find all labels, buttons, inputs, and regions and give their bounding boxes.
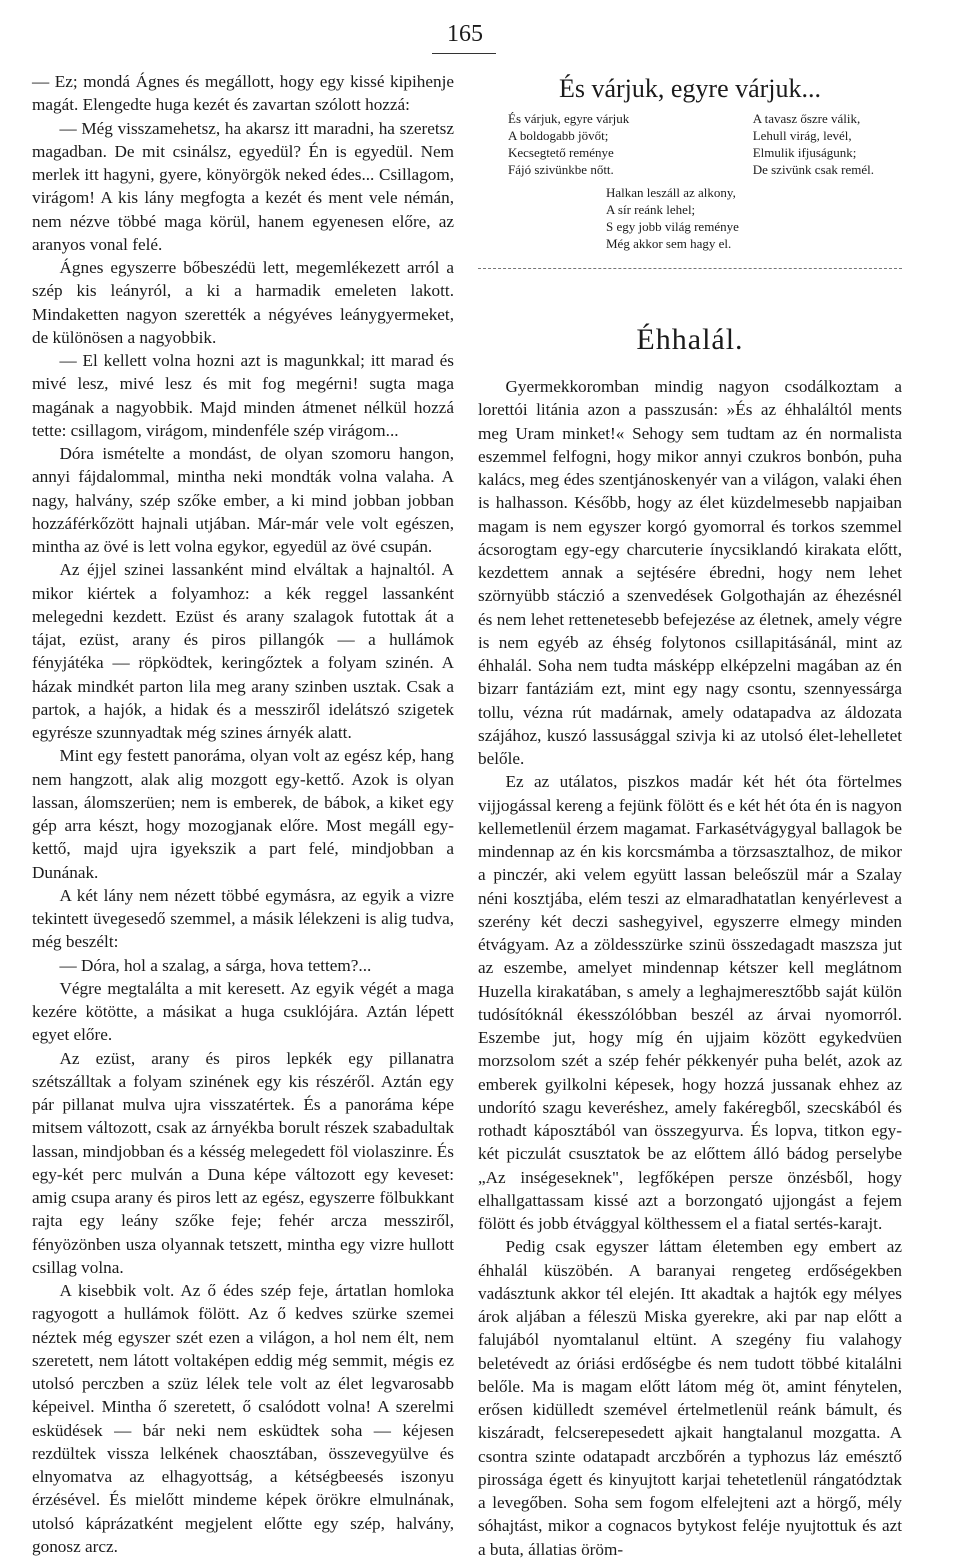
paragraph: Pedig csak egyszer láttam életemben egy embert az éhhalál küszöbén. A baranyai rengeteg erdőségekben vadásztunk akkor tél elején. Itt akadtak a hajtók egy mélyes árok aljában a féleszü Miska gyerekre, aki par nap előtt a falujából nyomtalanul eltünt. A szegény fiu valahogy beletévedt az óriási erdőségbe és nem tudott többé kitalálni belőle. Ma is magam előtt látom még öt, amint fénytelen, erősen kidülledt szemével értelmetlenül reánk bámult, és kiszáradt, felcserepesedett ajkait hangtalanul mozgatta. A csontra szinte odatapadt arczbőrén a typhozus láz emésztő pirossága égett és kinyujtott karjai tehetetlenül rángatództak a levegőben. Soha sem fogom elfelejteni azt a hörgő, mély sóhajtást, mikor a cognacos bytykost feléje nyujtottuk és azt a buta, állatias öröm- (478, 1237, 902, 1559)
divider (478, 268, 902, 269)
paragraph: Ágnes egyszerre bőbeszédü lett, megemlékezett arról a szép kis leányról, a ki a harmadik emeleten lakott. Mindaketten nagyon szerették a négyéves leánygyermeket, de különösen a nagyobbik. (32, 258, 454, 347)
paragraph: Gyermekkoromban mindig nagyon csodálkoztam a lorettói litánia azon a passzusán: »És az éhhaláltól ments meg Uram minket!« Sehogy sem tudtam az én normalista eszemmel felfogni, hogy mikor annyi czukros bonbón, puha kalács, meg édes szentjánoskenyér van a világon, valaki éhen is halhasson. Később, hogy az élet küzdelmesebb napjaiban magam is nem egyszer korgó gyomorral és torkos szemmel ácsorogtam egy-egy charcuterie ínycsiklandó kirakata előtt, kezdettem annak a sejtésére ébredni, hogy nem lehet szörnyübb stáczió a szenvedések Golgothaján az éhezésnél és nem lehet rettenetesebb befejezése az életnek, amely végre is nem egyéb az éhség folytonos csillapitásánál, mint az éhhalál. Soha nem tudta másképp elképzelni magában az én bizarr fantáziám ezt, mint egy nagy csontu, szennyessárga tollu, vézna rút madárnak, amely odatapadva az áldozata szájához, kuszó lassusággal szivja ki az utolsó élet-lehelletet belőle. (478, 377, 902, 768)
left-column (32, 70, 454, 1558)
paragraph: — El kellett volna hozni azt is magunkkal; itt marad és mivé lesz, mivé lesz és mit fog megérni! sugta maga magának a nagyobbik. Majd minden átmenet nélkül hozzá tette: csillagom, virágom, mindenféle szép virágom... (32, 351, 454, 440)
paragraph: Ez az utálatos, piszkos madár két hét óta förtelmes vijjogással kereng a fejünk fölött és e két hét óta én is nagyon kellemetlenül érzem magamat. Farkasétvágygyal ballagok be mindennap az én kis korcsmámba a törzsasztalhoz, de mikor a pinczér, aki velem együtt lassan beleőszül már a Szalay néni kosztjába, elém teszi az elmaradhatatlan kenyérlevest a szerény két deczi sashegyivel, egyszerre elmegy minden étvágyam. Az a zöldesszürke szinü összedagadt maszsza jut az eszembe, amelyet mindennap kétszer kell meglátnom Huzella kirakatában, s amely a leghajmeresztőbb saját külön tudósítóknál ékesszólóbban beszél az árvai nyomorról. Eszembe jut, hogy míg én ujjaim között egykedvüen morzsolom szét a szép fehér pékkenyér puha belét, azok az emberek gyilkolni képesek, hogy hozzá jussanak ehhez az undorító szagu keveréshez, amely fakéregből, szecskából és rothadt káposztából van összegyurva. És lopva, titkon egy-két piczulát csusztatok be az előttem álló bádog perselybe „Az inségeseknek", legfőképen persze önzésből, hogy elhallgattassam kissé azt a borzongató ujjongást a fejem fölött és jobb étvággyal költhessem el a fiatal sertés-karajt. (478, 772, 902, 1233)
paragraph: A kisebbik volt. Az ő édes szép feje, ártatlan homloka ragyogott a hullámok fölött. Az ő kedves szürke szemei néztek még egyszer szét ezen a világon, a hol nem élt, nem szeretett, nem látott voltaképen eddig még semmit, mégis ez utolsó perczben a szüz lélek tele volt az élet legvarosabb képeivel. Mintha ő szeretett, ő csalódott volna! A szerelmi esküdések — bár neki nem esküdtek soha — kéjesen rezdültek vissza lelkének chaosztában, összevegyülve és elnyomatva az elhagyottság, a kétségbeesés iszonyu érzésével. És mielőtt mindeme képek örökre elmulnának, utolsó káprázatként megjelent előtte egy szép, halvány, gonosz arcz. (32, 1281, 454, 1556)
paragraph: Dóra ismételte a mondást, de olyan szomoru hangon, annyi fájdalommal, mintha neki mondták volna valaha. A nagy, halvány, szép szőke ember, a ki mind jobban jobban hozzáférkőzött hajnali utjában. Már-már vele volt egészen, mintha az övé is lett volna egykor, egyedül az övé csupán. (32, 444, 454, 556)
paragraph: A két lány nem nézett többé egymásra, az egyik a vizre tekintett üvegesedő szemmel, a másik lélekzeni is alig tudva, még beszélt: (32, 885, 454, 952)
paragraph: — Még visszamehetsz, ha akarsz itt maradni, ha szeretsz magadban. De mit csinálsz, egyedül? Én is egyedül. Nem merlek itt hagyni, gyere, könyörgök neked édes... Csillagom, virágom! A kis lány megfogta a kezét és ment vele némán, nem nézve többé maga körül, hanem egyenesen előre, az aranyos vonal felé. (32, 118, 454, 254)
poem-title: És várjuk, egyre várjuk... (558, 74, 822, 103)
paragraph: Végre megtalálta a mit keresett. Az egyik végét a maga kezére kötötte, a másikat a huga csuklójára. Aztán lépett egyet előre. (32, 978, 454, 1045)
page-number: 165 (447, 21, 483, 47)
paragraph: Mint egy festett panoráma, olyan volt az egész kép, hang nem hangzott, alak alig mozgott egy-kettő. Azok is olyan lassan, álomszerüen; nem is emberek, de bábok, a kiket egy gép arra készt, hogy mozogjanak előre. Most megáll egy-kettő, majd ujra igyekszik a part felé, mindjobban a Dunának. (32, 746, 454, 882)
paragraph: — Dóra, hol a szalag, a sárga, hova tettem?... (59, 955, 372, 975)
paragraph: — Ez; mondá Ágnes és megállott, hogy egy kissé kipihenje magát. Elengedte huga kezét és zavartan szólott hozzá: (32, 72, 454, 115)
section-title: Éhhalál. (636, 323, 744, 356)
poem-stanzas (478, 110, 902, 178)
page-number-rule (432, 53, 496, 54)
poem-stanza-left: És várjuk, egyre várjuk A boldogabb jövőt; Kecsegtető reménye Fájó szivünkbe nőtt. (508, 111, 630, 177)
poem-stanza-right: A tavasz őszre válik, Lehull virág, levél, Elmulik ifjuságunk; De szivünk csak remél. (752, 111, 874, 177)
paragraph: Az ezüst, arany és piros lepkék egy pillanatra szétszálltak a folyam szinének egy kis részéről. Aztán egy pár pillanat mulva ujra visszatértek. És a panoráma képe mitsem változott, csak az árnyékba borult részek szabadultak lassan, mindjobban és a késség melegedett föl violaszinre. És egy-két perc mulván a Duna képe változott egy keveset: amig csupa arany és piros lett az egész, egyszerre fölbukkant rajta egy leány szőke feje; fehér arcza messziről, fényözönben usza olyannak tetszett, mintha egy vizre hullott csillag volna. (32, 1048, 454, 1277)
right-column (478, 70, 902, 1561)
poem-stanza-center: Halkan leszáll az alkony, A sír reánk lehel; S egy jobb világ reménye Még akkor sem hagy el. (606, 185, 739, 251)
paragraph: Az éjjel szinei lassanként mind elváltak a hajnaltól. A mikor kiértek a folyamhoz: a kék reggel lassanként melegedni kezdett. Ezüst és arany szalagok futottak át a tájat, ezüst, arany és piros pillangók — a hullámok fényjátéka — röpködtek, keringőztek a folyam szinén. A házak mindkét parton lila meg arany szinben usztak. Csak a partok, a hajók, a hidak és a messziről idelátszó szigetek egyrésze szunnyadtak még szines árnyék alatt. (32, 560, 454, 742)
